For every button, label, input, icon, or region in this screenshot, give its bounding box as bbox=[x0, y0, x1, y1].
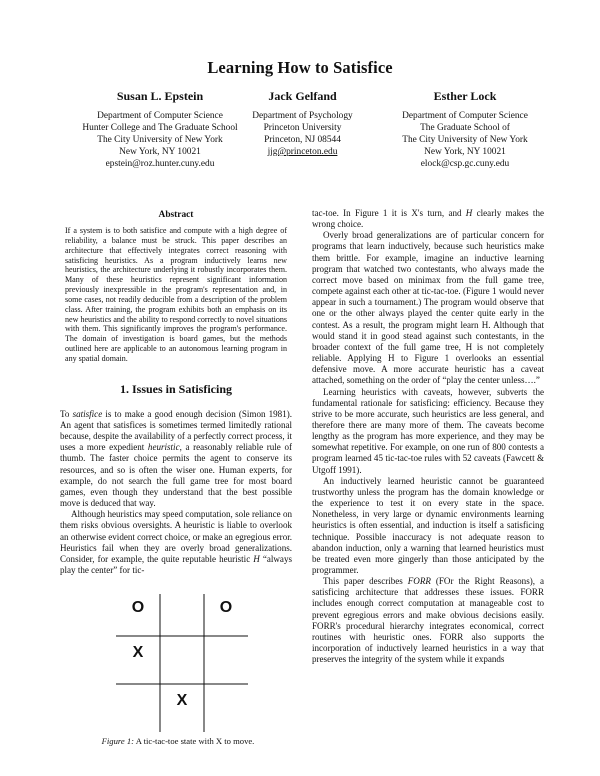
tic-tac-toe-figure bbox=[102, 590, 262, 740]
author-affiliation: The City University of New York bbox=[402, 135, 528, 145]
text-run: (FOr the Right Reasons), a satisficing architecture that addresses these issues. FORR includes enough correct computation at manageable cost to prevent egregious errors and make obvious decisions easily. FORR's procedural hierarchy integrates economical, correct routines with heuristic ones. FORR also supports the incorporation of inductively learned heuristics in a way that preserves the integrity of the system while it expands bbox=[312, 576, 544, 665]
paragraph-induction: An inductively learned heuristic cannot be guaranteed trustworthy unless the program has the domain knowledge or the experience to test it on every state in the space. Nonetheless, in very large or dynamic environments learning heuristics is often essential, and induction is itself a satisficing technique. Possible inaccuracy is not adequate reason to abandon induction, only a warning that learned heuristics must be treated even more gingerly than those anticipated by the programmer. bbox=[312, 475, 544, 575]
author-email: elock@csp.gc.cuny.edu bbox=[420, 159, 510, 169]
paper-title: Learning How to Satisfice bbox=[207, 58, 393, 77]
abstract-text: If a system is to both satisfice and compute with a high degree of reliability, a balance must be struck. This paper describes an architecture that effectively integrates correct reasoning with satisficing heuristics. As a program inductively learns new heuristics, the architecture underlying it robustly incorporates them. Many of these heuristics represent significant information previously inexpressible in the program's representation and, in some cases, not readily deducible from a description of the problem class. After training, the program exhibits both an emphasis on its new heuristics and the ability to respond correctly to novel situations with them. This significantly improves the program's performance. The domain of investigation is board games, but the methods outlined here are applicable to an autonomous learning program in any spatial domain. bbox=[65, 226, 287, 363]
author-gelfand bbox=[215, 90, 390, 158]
caption-text: A tic-tac-toe state with X to move. bbox=[134, 736, 255, 746]
author-address: New York, NY 10021 bbox=[119, 147, 201, 157]
author-lock bbox=[370, 90, 560, 170]
author-email: jjg@princeton.edu bbox=[267, 147, 338, 157]
author-address: Princeton, NJ 08544 bbox=[264, 135, 341, 145]
author-affiliation: Princeton University bbox=[263, 123, 342, 133]
paragraph-caveats: Learning heuristics with caveats, however, subverts the fundamental rationale for satisficing: efficiency. Because they strive to be more accurate, such heuristics are less general, and therefore there are many more of them. The caveats become lengthy as the program has more experience, and they may be somewhat repetitive. For example, on one run of 800 contests a program learned 45 tic-tac-toe rules with 52 caveats (Fawcett & Utgoff 1991). bbox=[312, 386, 544, 475]
right-column bbox=[312, 208, 544, 665]
abstract-heading: Abstract bbox=[158, 210, 194, 220]
cell-mark: X bbox=[132, 644, 144, 661]
section-heading: 1. Issues in Satisficing bbox=[119, 381, 233, 396]
continued-paragraph bbox=[312, 208, 544, 230]
section1-paragraph-2 bbox=[60, 509, 292, 576]
paragraph-generalizations: Overly broad generalizations are of particular concern for programs that learn inductively, because such heuristics make them brittle. For example, imagine an inductive learning program that watched two contestants, who always made the correct move based on minimax from the full game tree, compete against each other at tic-tac-toe. (Figure 1 would never appear in such a tournament.) The program would observe that one or the other always played the center quite early in the contest. As a result, the program might learn H. Although that would stand it in good stead against such contestants, in the broader context of the full game tree, H is not completely reliable. Applying H to Figure 1 overlooks an essential defensive move. A more accurate heuristic has a caveat attached, something on the order of “play the center unless….” bbox=[312, 230, 544, 386]
left-column bbox=[60, 208, 292, 576]
caption-label: Figure 1: bbox=[101, 736, 135, 746]
cell-mark: X bbox=[176, 692, 188, 709]
figure-caption bbox=[62, 736, 294, 746]
author-name: Susan L. Epstein bbox=[116, 89, 204, 103]
author-affiliation: Hunter College and The Graduate School bbox=[82, 123, 238, 133]
text-run: is to make a good enough decision (Simon 1981). An agent that satisfices is sometimes termed limitedly rational because, despite the availability of a perfectly correct process, it uses a more expedient bbox=[60, 408, 292, 453]
author-affiliation: The City University of New York bbox=[97, 135, 223, 145]
author-name: Esther Lock bbox=[433, 89, 497, 103]
author-name: Jack Gelfand bbox=[268, 89, 337, 103]
section1-paragraph-1 bbox=[60, 409, 292, 509]
heuristic-symbol: H bbox=[465, 208, 473, 218]
author-affiliation: Department of Computer Science bbox=[97, 111, 223, 121]
paragraph-forr bbox=[312, 576, 544, 665]
term-heuristic: heuristic bbox=[147, 442, 180, 453]
text-run: To bbox=[60, 408, 73, 419]
heuristic-symbol: H bbox=[253, 553, 260, 564]
cell-mark: O bbox=[219, 599, 233, 616]
cell-mark: O bbox=[131, 599, 145, 616]
text-run: clearly makes the wrong choice. bbox=[312, 208, 544, 230]
forr-term: FORR bbox=[407, 576, 431, 587]
text-run: tac-toe. In Figure 1 it is X's turn, and bbox=[312, 208, 466, 218]
author-affiliation: Department of Psychology bbox=[252, 111, 353, 121]
author-address: New York, NY 10021 bbox=[424, 147, 506, 157]
text-run: , a reasonably reliable rule of thumb. The faster choice permits the agent to conserve its resources, and so is often the wiser one. Human experts, for example, do not search the full game tree for most board games, even though they understand that the best possible move is deduced that way. bbox=[60, 442, 292, 509]
author-email: epstein@roz.hunter.cuny.edu bbox=[105, 159, 215, 169]
term-satisfice: satisfice bbox=[72, 408, 103, 419]
author-affiliation: The Graduate School of bbox=[420, 123, 510, 133]
text-run: Although heuristics may speed computation, sole reliance on them risks obvious oversights. A heuristic is liable to overlook an otherwise evident correct choice, or make an egregious error. Heuristics fail when they are overly broad generalizations. Consider, for example, the quite reputable heuristic bbox=[60, 509, 292, 564]
author-affiliation: Department of Computer Science bbox=[402, 111, 528, 121]
text-run: “always play the center” for tic- bbox=[60, 553, 292, 575]
text-run: This paper describes bbox=[323, 576, 408, 587]
